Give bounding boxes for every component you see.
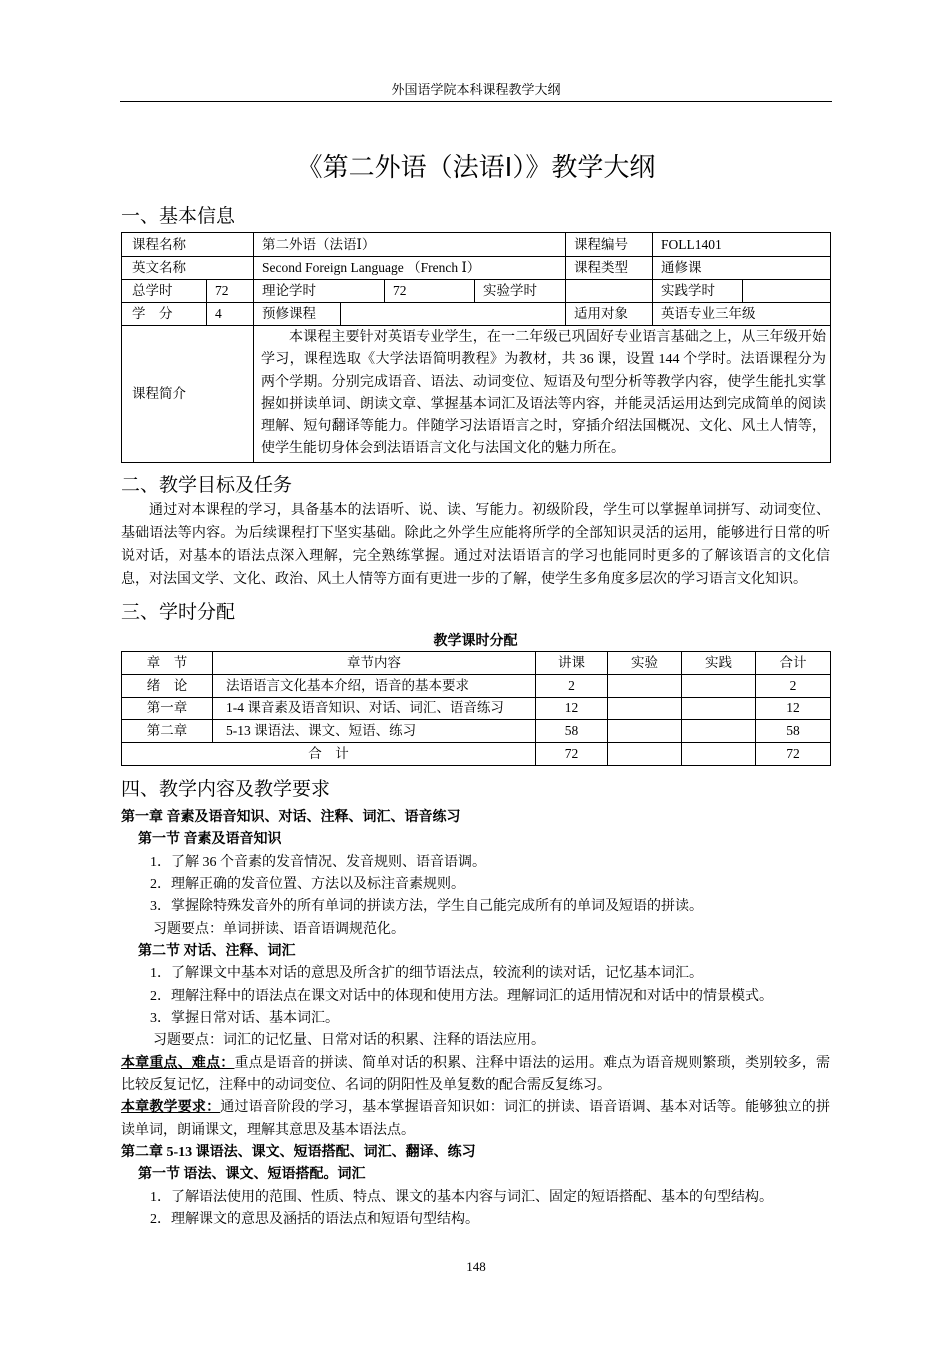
section-heading-hours: 三、学时分配 <box>121 602 236 623</box>
prerequisite-label: 预修课程 <box>254 303 341 326</box>
chapter2-title: 第二章 5-13 课语法、课文、短语搭配、词汇、翻译、练习 <box>121 1144 476 1160</box>
table-row <box>122 674 831 697</box>
grand-total-cell: 72 <box>756 743 831 766</box>
total-hours-value: 72 <box>207 280 254 303</box>
chapter-cell: 第一章 <box>122 697 213 720</box>
course-code-value: FOLL1401 <box>653 233 831 257</box>
lab-hours-value <box>566 280 653 303</box>
total-cell: 12 <box>756 697 831 720</box>
total-label-cell: 合 计 <box>122 743 536 766</box>
practice-hours-value <box>743 280 831 303</box>
table-row <box>122 257 831 280</box>
course-intro-label: 课程简介 <box>122 326 254 463</box>
chapter-cell: 绪 论 <box>122 674 213 697</box>
table-row <box>122 303 831 326</box>
chapter1-section2-title: 第二节 对话、注释、词汇 <box>138 943 296 959</box>
list-item: 2．理解注释中的语法点在课文对话中的体现和使用方法。理解词汇的适用情况和对话中的情景模式。 <box>150 988 773 1004</box>
content-cell: 1-4 课音素及语音知识、对话、词汇、语音练习 <box>213 697 536 720</box>
column-header: 合计 <box>756 652 831 675</box>
english-name-value: Second Foreign Language （French Ⅰ） <box>254 257 566 280</box>
chapter1-key-points <box>121 1053 830 1098</box>
chapter1-title: 第一章 音素及语音知识、对话、注释、词汇、语音练习 <box>121 810 461 825</box>
table-row <box>122 326 831 463</box>
exercise-points: 习题要点：单词拼读、语音语调规范化。 <box>153 921 405 937</box>
practice-cell <box>682 697 756 720</box>
audience-label: 适用对象 <box>566 303 653 326</box>
credits-label: 学 分 <box>122 303 207 326</box>
total-hours-label: 总学时 <box>122 280 207 303</box>
section-heading-content: 四、教学内容及教学要求 <box>121 779 331 800</box>
chapter1-section1-title: 第一节 音素及语音知识 <box>138 832 282 848</box>
header-rule <box>120 101 832 102</box>
section-heading-basic-info: 一、基本信息 <box>121 206 236 227</box>
practice-total-cell <box>682 743 756 766</box>
content-cell: 法语语言文化基本介绍，语音的基本要求 <box>213 674 536 697</box>
list-item: 3．掌握除特殊发音外的所有单词的拼读方法，学生自己能完成所有的单词及短语的拼读。 <box>150 899 703 915</box>
column-header: 章节内容 <box>213 652 536 675</box>
basic-info-table <box>121 232 831 463</box>
column-header: 实验 <box>608 652 682 675</box>
lab-cell <box>608 697 682 720</box>
exercise-points: 习题要点：词汇的记忆量、日常对话的积累、注释的语法应用。 <box>153 1033 545 1049</box>
goals-paragraph: 通过对本课程的学习，具备基本的法语听、说、读、写能力。初级阶段，学生可以掌握单词拼写、动词变位、基础语法等内容。为后续课程打下坚实基础。除此之外学生应能将所学的全部知识灵活的运用，能够进行日常的听说对话，对基本的语法点深入理解，完全熟练掌握。通过对法语语言的学习也能同时更多的了解该语言的文化信息，对法国文学、文化、政治、风土人情等方面有更进一步的了解，使学生多角度多层次的学习语言文化知识。 <box>121 503 830 587</box>
course-type-label: 课程类型 <box>566 257 653 280</box>
chapter2-section1-title: 第一节 语法、课文、短语搭配。词汇 <box>138 1167 366 1183</box>
page-number: 148 <box>466 1259 486 1274</box>
course-intro-text: 本课程主要针对英语专业学生，在一二年级已巩固好专业语言基础之上，从三年级开始学习，课程选取《大学法语简明教程》为教材，共 36 课，设置 144 个学时。法语课程分为两个学期。分别完成语音、语法、动词变位、短语及句型分析等教学内容，使学生能扎实掌握如拼读单词、朗读文章、掌握基本词汇及语法等内容，并能灵活运用达到完成简单的阅读理解、短句翻译等能力。伴随学习法语语言之时，穿插介绍法国概况、文化、风土人情等，使学生能切身体会到法语语言文化与法国文化的魅力所在。 <box>254 326 831 463</box>
practice-cell <box>682 674 756 697</box>
chapter1-requirements <box>121 1097 830 1142</box>
column-header: 讲课 <box>536 652 608 675</box>
requirements-label: 本章教学要求： <box>121 1100 221 1116</box>
section-heading-goals: 二、教学目标及任务 <box>121 475 293 496</box>
total-cell: 2 <box>756 674 831 697</box>
practice-hours-label: 实践学时 <box>653 280 743 303</box>
lecture-cell: 58 <box>536 720 608 743</box>
content-cell: 5-13 课语法、课文、短语、练习 <box>213 720 536 743</box>
lecture-cell: 12 <box>536 697 608 720</box>
lab-cell <box>608 720 682 743</box>
column-header: 章 节 <box>122 652 213 675</box>
list-item: 3．掌握日常对话、基本词汇。 <box>150 1010 339 1026</box>
course-name-value: 第二外语（法语Ⅰ） <box>254 233 566 257</box>
audience-value: 英语专业三年级 <box>653 303 831 326</box>
column-header: 实践 <box>682 652 756 675</box>
lab-total-cell <box>608 743 682 766</box>
english-name-label: 英文名称 <box>122 257 254 280</box>
lab-cell <box>608 674 682 697</box>
credits-value: 4 <box>207 303 254 326</box>
list-item: 1．了解 36 个音素的发音情况、发音规则、语音语调。 <box>150 854 486 870</box>
hours-table <box>121 651 831 766</box>
course-name-label: 课程名称 <box>122 233 254 257</box>
hours-table-caption: 教学课时分配 <box>433 632 518 648</box>
running-header: 外国语学院本科课程教学大纲 <box>391 82 561 97</box>
key-points-text: 重点是语音的拼读、简单对话的积累、注释中语法的运用。难点为语音规则繁琐，类别较多，需比较反复记忆，注释中的动词变位、名词的阴阳性及单复数的配合需反复练习。 <box>121 1055 831 1093</box>
requirements-text: 通过语音阶段的学习，基本掌握语音知识如：词汇的拼读、语音语调、基本对话等。能够独立的拼读单词，朗诵课文，理解其意思及基本语法点。 <box>121 1100 831 1138</box>
list-item: 2．理解正确的发音位置、方法以及标注音素规则。 <box>150 876 465 892</box>
prerequisite-value <box>341 303 566 326</box>
theory-hours-value: 72 <box>385 280 475 303</box>
lab-hours-label: 实验学时 <box>475 280 566 303</box>
table-header-row <box>122 652 831 675</box>
table-total-row <box>122 743 831 766</box>
list-item: 1．了解语法使用的范围、性质、特点、课文的基本内容与词汇、固定的短语搭配、基本的句型结构。 <box>150 1189 773 1205</box>
theory-hours-label: 理论学时 <box>254 280 385 303</box>
course-code-label: 课程编号 <box>566 233 653 257</box>
teaching-content <box>121 807 830 1231</box>
practice-cell <box>682 720 756 743</box>
key-points-label: 本章重点、难点： <box>121 1055 235 1071</box>
table-row <box>122 233 831 257</box>
total-cell: 58 <box>756 720 831 743</box>
lecture-cell: 2 <box>536 674 608 697</box>
list-item: 1．了解课文中基本对话的意思及所含扩的细节语法点，较流利的读对话，记忆基本词汇。 <box>150 966 703 982</box>
course-type-value: 通修课 <box>653 257 831 280</box>
lecture-total-cell: 72 <box>536 743 608 766</box>
table-row <box>122 720 831 743</box>
table-row <box>122 280 831 303</box>
table-row <box>122 697 831 720</box>
chapter-cell: 第二章 <box>122 720 213 743</box>
document-title: 《第二外语（法语Ⅰ）》教学大纲 <box>296 152 656 182</box>
list-item: 2．理解课文的意思及涵括的语法点和短语句型结构。 <box>150 1211 479 1227</box>
